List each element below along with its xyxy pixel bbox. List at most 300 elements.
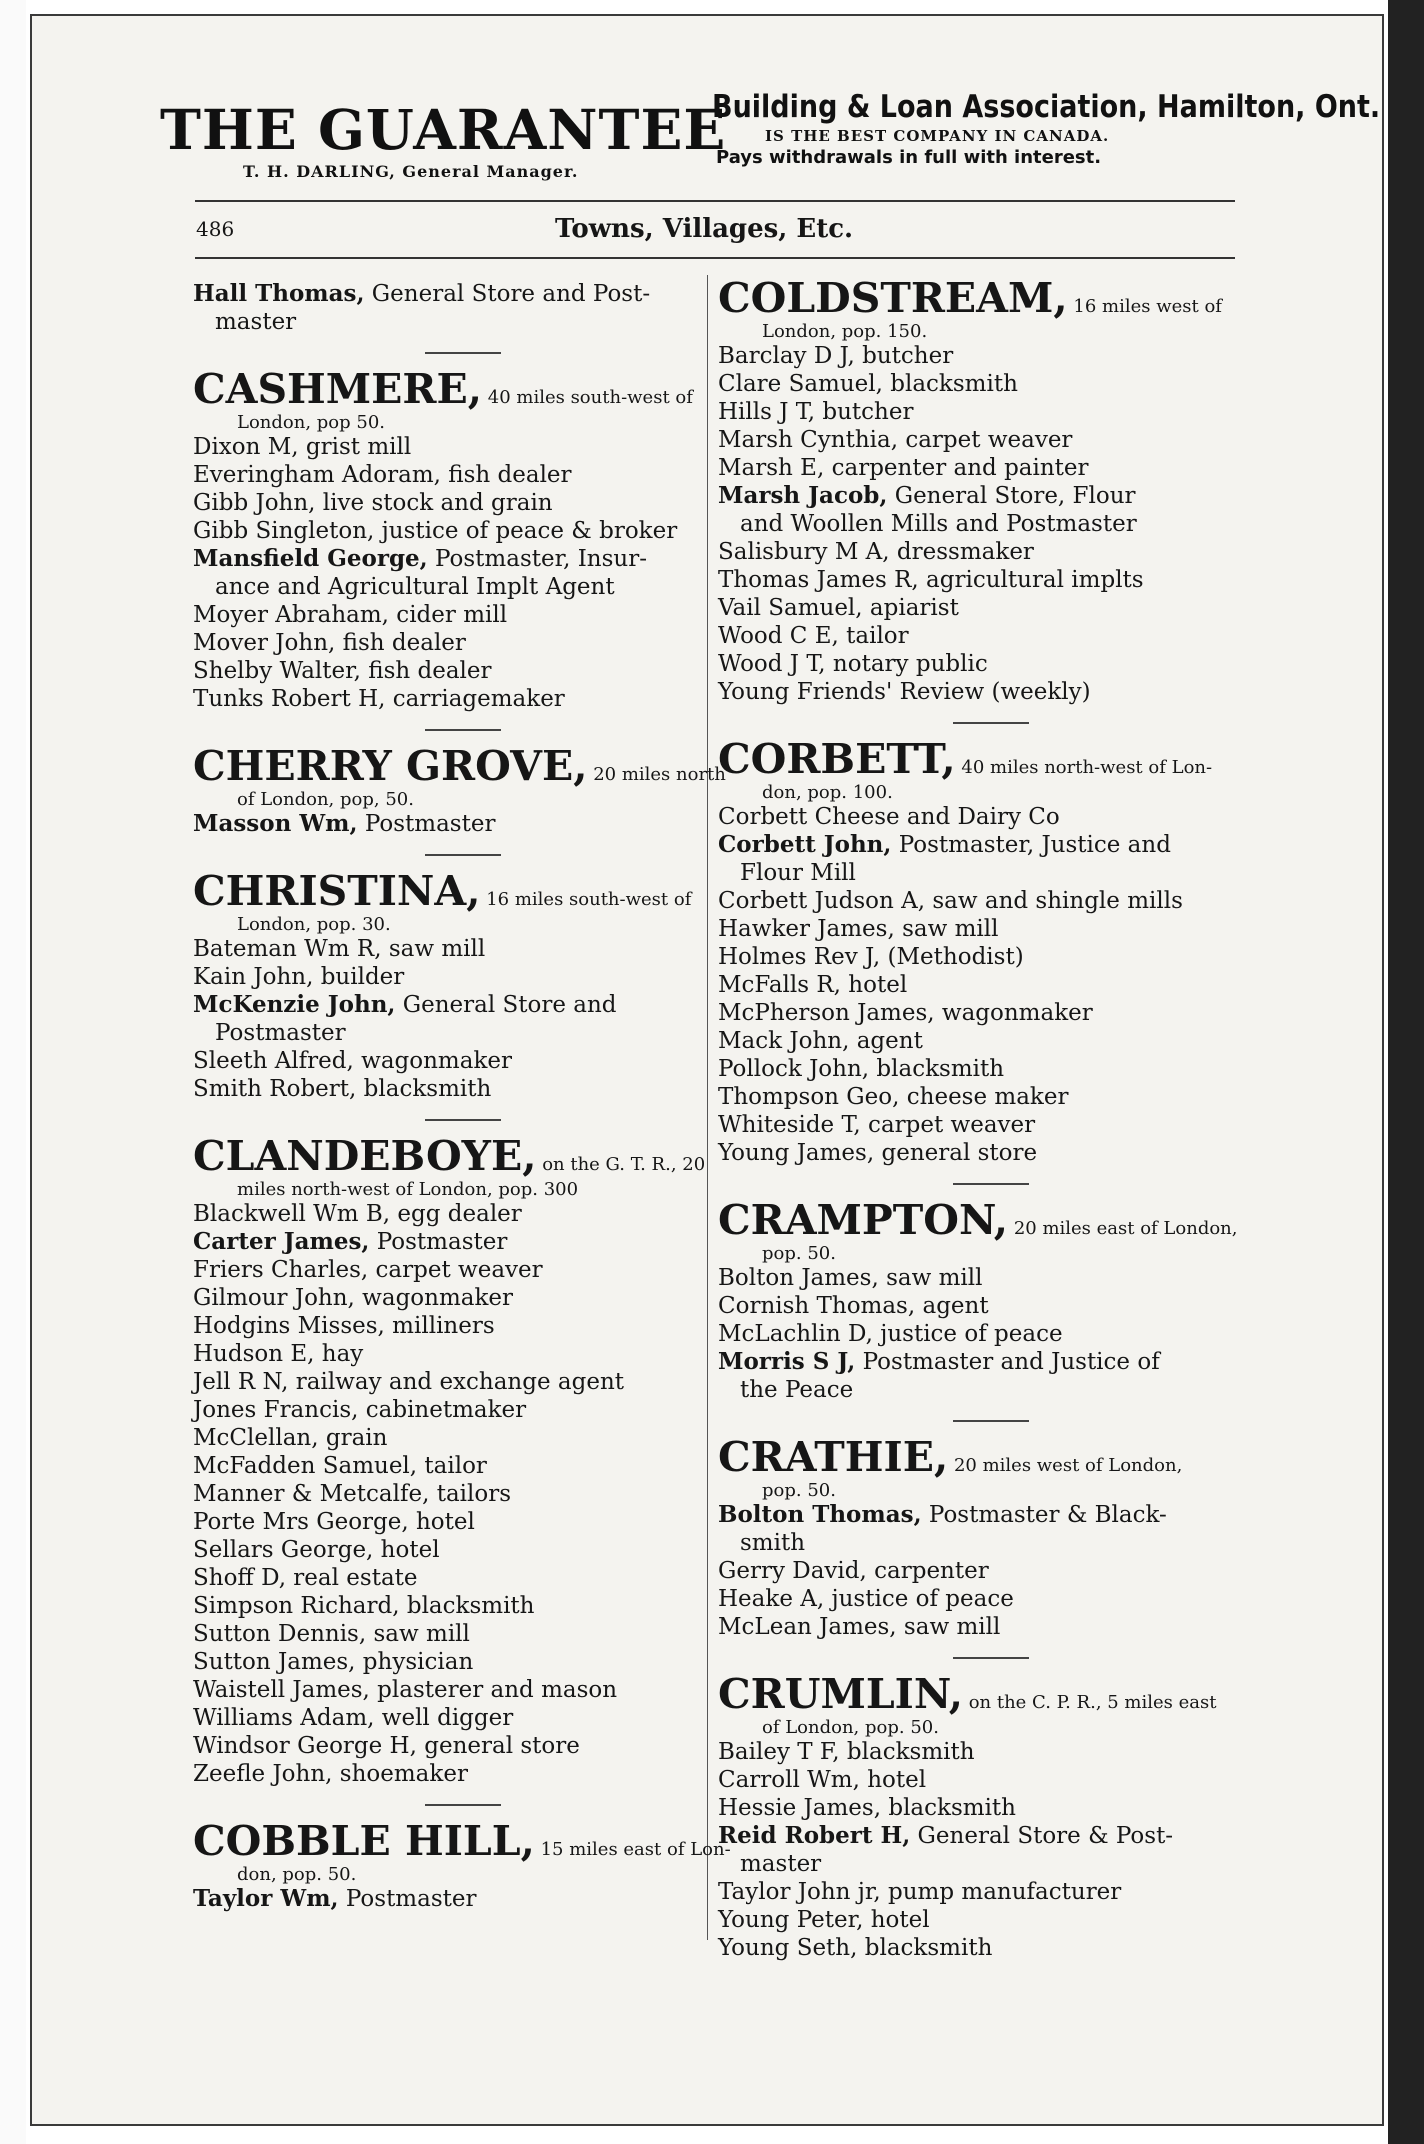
directory-entry bbox=[718, 943, 1240, 971]
ad-company-name: THE GUARANTEE bbox=[160, 97, 727, 162]
entry-name: McLachlin D, bbox=[718, 1321, 873, 1347]
entry-name: Reid Robert H, bbox=[718, 1822, 911, 1849]
entry-name: Hall Thomas, bbox=[193, 280, 365, 307]
entry-detail: milliners bbox=[384, 1313, 495, 1339]
section-separator bbox=[425, 1119, 501, 1121]
directory-entry bbox=[193, 461, 703, 489]
town-heading bbox=[193, 366, 703, 413]
entry-name: Mover John, bbox=[193, 630, 336, 656]
entry-name: Carroll Wm, bbox=[718, 1767, 860, 1793]
entry-name: McFalls R, bbox=[718, 972, 841, 998]
directory-entry bbox=[718, 971, 1240, 999]
directory-entry bbox=[193, 810, 703, 838]
directory-entry bbox=[193, 1592, 703, 1620]
directory-entry bbox=[718, 454, 1240, 482]
scan-margin-left bbox=[0, 0, 26, 2144]
directory-entry bbox=[193, 991, 703, 1019]
entry-name: Marsh Jacob, bbox=[718, 482, 888, 509]
entry-detail: egg dealer bbox=[390, 1201, 522, 1227]
directory-entry bbox=[193, 935, 703, 963]
entry-name: Thompson Geo, bbox=[718, 1084, 900, 1110]
directory-entry bbox=[193, 1620, 703, 1648]
town-name: CRATHIE, bbox=[718, 1433, 949, 1481]
entry-name: Pollock John, bbox=[718, 1056, 870, 1082]
directory-entry bbox=[193, 1340, 703, 1368]
town-heading bbox=[718, 275, 1240, 322]
section-separator bbox=[953, 722, 1029, 724]
entry-name: Taylor John jr, bbox=[718, 1879, 881, 1905]
entry-detail: justice of peace & broker bbox=[374, 518, 678, 544]
entry-name: Morris S J, bbox=[718, 1348, 856, 1375]
entry-name: Wood J T, bbox=[718, 651, 826, 677]
entry-name: Gerry David, bbox=[718, 1558, 867, 1584]
entry-detail: carpet weaver bbox=[860, 1112, 1036, 1138]
entry-name: Marsh E, bbox=[718, 455, 825, 481]
entry-detail: grist mill bbox=[298, 434, 412, 460]
entry-detail: saw mill bbox=[381, 936, 486, 962]
entry-name: Hodgins Misses, bbox=[193, 1313, 385, 1339]
town-name: COBBLE HILL, bbox=[193, 1817, 535, 1865]
entry-detail: cheese maker bbox=[899, 1084, 1069, 1110]
town-description: 20 miles east of London, bbox=[1008, 1218, 1238, 1239]
entry-name: Mack John, bbox=[718, 1028, 850, 1054]
entry-name: Young Peter, bbox=[718, 1907, 864, 1933]
right-column bbox=[718, 275, 1240, 1962]
directory-entry bbox=[718, 622, 1240, 650]
entry-name: Sellars George, bbox=[193, 1537, 374, 1563]
entry-detail: carpet weaver bbox=[898, 427, 1073, 453]
ad-tagline: IS THE BEST COMPANY IN CANADA. bbox=[765, 127, 1110, 145]
directory-entry bbox=[718, 426, 1240, 454]
title-rule bbox=[195, 257, 1235, 259]
entry-detail: blacksmith bbox=[857, 1935, 993, 1961]
entry-name: Young Friends' Review bbox=[718, 679, 985, 705]
directory-entry bbox=[718, 1613, 1240, 1641]
entry-name: Marsh Cynthia, bbox=[718, 427, 899, 453]
directory-entry bbox=[718, 1027, 1240, 1055]
entry-detail: cider mill bbox=[389, 602, 508, 628]
directory-entry bbox=[718, 398, 1240, 426]
entry-detail: notary public bbox=[825, 651, 988, 677]
entry-continuation: master bbox=[740, 1851, 822, 1877]
entry-continuation: Postmaster bbox=[215, 1020, 346, 1046]
section-separator bbox=[953, 1420, 1029, 1422]
entry-detail: carriagemaker bbox=[385, 686, 565, 712]
entry-name: Masson Wm, bbox=[193, 810, 358, 837]
directory-entry bbox=[718, 342, 1240, 370]
entry-detail: wagonmaker bbox=[934, 1000, 1093, 1026]
directory-entry bbox=[193, 1676, 703, 1704]
town-description: 40 miles north-west of Lon- bbox=[955, 757, 1213, 778]
directory-entry bbox=[718, 678, 1240, 706]
town-description-cont: miles north-west of London, pop. 300 bbox=[237, 1179, 579, 1200]
directory-entry bbox=[193, 1424, 703, 1452]
entry-name: Porte Mrs George, bbox=[193, 1509, 409, 1535]
entry-name: Jones Francis, bbox=[193, 1397, 359, 1423]
directory-entry bbox=[193, 1368, 703, 1396]
entry-detail: blacksmith bbox=[881, 1795, 1016, 1821]
entry-name: Manner & Metcalfe, bbox=[193, 1481, 430, 1507]
entry-name: Friers Charles, bbox=[193, 1257, 369, 1283]
directory-entry bbox=[193, 1732, 703, 1760]
entry-continuation: smith bbox=[740, 1530, 806, 1556]
town-description-cont: of London, pop, 50. bbox=[237, 789, 414, 810]
entry-detail: saw mill bbox=[896, 1614, 1001, 1640]
ad-manager: T. H. DARLING, General Manager. bbox=[243, 162, 579, 181]
directory-entry bbox=[193, 1885, 703, 1913]
section-separator bbox=[425, 1804, 501, 1806]
entry-detail: saw mill bbox=[894, 916, 999, 942]
town-description-cont: of London, pop. 50. bbox=[762, 1717, 939, 1738]
entry-detail: plasterer and mason bbox=[369, 1677, 618, 1703]
entry-name: Shelby Walter, bbox=[193, 658, 361, 684]
entry-name: Kain John, bbox=[193, 964, 314, 990]
directory-entry bbox=[193, 1508, 703, 1536]
town-description-cont: London, pop. 30. bbox=[237, 914, 391, 935]
entry-detail: blacksmith bbox=[356, 1076, 492, 1102]
entry-name: Taylor Wm, bbox=[193, 1885, 339, 1912]
entry-name: Hudson E, bbox=[193, 1341, 315, 1367]
entry-detail: dressmaker bbox=[889, 539, 1034, 565]
town-name: CHRISTINA, bbox=[193, 867, 481, 915]
directory-entry bbox=[718, 1111, 1240, 1139]
section-separator bbox=[953, 1657, 1029, 1659]
entry-detail: hotel bbox=[373, 1537, 440, 1563]
entry-detail: butcher bbox=[854, 343, 954, 369]
entry-name: McLean James, bbox=[718, 1614, 897, 1640]
entry-name: Bolton Thomas, bbox=[718, 1501, 922, 1528]
town-description-cont: London, pop. 150. bbox=[762, 321, 928, 342]
directory-entry bbox=[193, 601, 703, 629]
entry-detail: Postmaster bbox=[338, 1886, 477, 1912]
town-heading bbox=[193, 1132, 706, 1180]
entry-name: Mansfield George, bbox=[193, 545, 428, 572]
town-description: 16 miles south-west of bbox=[480, 889, 692, 910]
section-separator bbox=[425, 729, 501, 731]
directory-entry bbox=[718, 1794, 1240, 1822]
entry-name: Jell R N, bbox=[193, 1369, 289, 1395]
town-heading bbox=[193, 742, 726, 790]
directory-entry bbox=[718, 1320, 1240, 1348]
entry-detail: Postmaster, Insur- bbox=[427, 546, 647, 572]
left-column bbox=[193, 280, 731, 1913]
town-description: 16 miles west of bbox=[1067, 296, 1222, 317]
entry-detail: well digger bbox=[374, 1705, 514, 1731]
entry-name: Salisbury M A, bbox=[718, 539, 890, 565]
town-name: CORBETT, bbox=[718, 735, 956, 783]
entry-name: Dixon M, bbox=[193, 434, 299, 460]
directory-entry bbox=[193, 1075, 703, 1103]
town-heading bbox=[193, 868, 703, 915]
town-description-cont: pop. 50. bbox=[762, 1480, 836, 1501]
entry-detail: justice of peace bbox=[872, 1321, 1063, 1347]
entry-detail: tailor bbox=[838, 623, 909, 649]
entry-name: Sutton James, bbox=[193, 1649, 356, 1675]
entry-name: Corbett Cheese and Dairy Co bbox=[718, 804, 1060, 830]
column-divider bbox=[707, 275, 708, 1940]
entry-detail: hotel bbox=[408, 1509, 475, 1535]
town-heading bbox=[718, 1671, 1240, 1718]
entry-name: Young Seth, bbox=[718, 1935, 858, 1961]
entry-detail: agent bbox=[915, 1293, 989, 1319]
directory-entry bbox=[718, 1934, 1240, 1962]
directory-entry bbox=[193, 280, 703, 308]
entry-name: Whiteside T, bbox=[718, 1112, 861, 1138]
entry-name: McFadden Samuel, bbox=[193, 1453, 418, 1479]
directory-entry bbox=[718, 482, 1240, 510]
directory-entry bbox=[718, 1766, 1240, 1794]
directory-entry bbox=[193, 1648, 703, 1676]
directory-entry bbox=[718, 1501, 1240, 1529]
town-description-cont: London, pop 50. bbox=[237, 412, 386, 433]
town-name: COLDSTREAM, bbox=[718, 274, 1068, 322]
entry-name: Zeefle John, bbox=[193, 1761, 333, 1787]
entry-detail: live stock and grain bbox=[315, 490, 553, 516]
entry-name: Moyer Abraham, bbox=[193, 602, 389, 628]
entry-detail: General Store and bbox=[395, 992, 617, 1018]
entry-detail: blacksmith bbox=[399, 1593, 535, 1619]
ad-withdrawals: Pays withdrawals in full with interest. bbox=[716, 147, 1102, 168]
town-description: 20 miles west of London, bbox=[948, 1455, 1183, 1476]
directory-entry bbox=[718, 831, 1240, 859]
entry-name: McKenzie John, bbox=[193, 991, 396, 1018]
directory-entry bbox=[193, 629, 703, 657]
directory-entry bbox=[718, 915, 1240, 943]
directory-entry bbox=[718, 1738, 1240, 1766]
entry-detail: hotel bbox=[841, 972, 908, 998]
directory-entry bbox=[718, 1822, 1240, 1850]
directory-entry bbox=[193, 517, 703, 545]
entry-detail: carpenter bbox=[866, 1558, 989, 1584]
town-description-cont: don, pop. 100. bbox=[762, 782, 893, 803]
entry-detail: Postmaster bbox=[369, 1229, 508, 1255]
entry-detail: tailors bbox=[429, 1481, 512, 1507]
entry-name: Vail Samuel, bbox=[718, 595, 863, 621]
directory-entry bbox=[193, 1564, 703, 1592]
entry-name: Barclay D J, bbox=[718, 343, 855, 369]
entry-detail: grain bbox=[318, 1425, 388, 1451]
directory-entry bbox=[718, 1906, 1240, 1934]
directory-entry bbox=[718, 1878, 1240, 1906]
directory-entry bbox=[718, 566, 1240, 594]
directory-entry bbox=[718, 1083, 1240, 1111]
directory-entry bbox=[718, 803, 1240, 831]
entry-continuation: ance and Agricultural Implt Agent bbox=[215, 574, 615, 600]
entry-name: Young James, bbox=[718, 1140, 875, 1166]
directory-entry bbox=[718, 594, 1240, 622]
entry-continuation: master bbox=[215, 309, 297, 335]
entry-detail: carpenter and painter bbox=[824, 455, 1089, 481]
entry-name: Windsor George H, bbox=[193, 1733, 417, 1759]
entry-detail: hotel bbox=[859, 1767, 927, 1793]
directory-entry bbox=[193, 433, 703, 461]
directory-entry bbox=[193, 1480, 703, 1508]
directory-entry bbox=[718, 1292, 1240, 1320]
entry-name: Everingham Adoram, bbox=[193, 462, 441, 488]
entry-name: Bailey T F, bbox=[718, 1739, 840, 1765]
directory-entry bbox=[193, 685, 703, 713]
ad-association: Building & Loan Association, Hamilton, Ont. bbox=[712, 89, 1381, 125]
directory-entry bbox=[718, 538, 1240, 566]
town-heading bbox=[193, 1817, 731, 1865]
town-description: on the C. P. R., 5 miles east bbox=[962, 1692, 1217, 1713]
town-description: 20 miles north bbox=[587, 764, 726, 785]
entry-detail: fish dealer bbox=[335, 630, 466, 656]
entry-name: Sutton Dennis, bbox=[193, 1621, 367, 1647]
town-name: CRUMLIN, bbox=[718, 1670, 963, 1718]
entry-name: Wood C E, bbox=[718, 623, 839, 649]
entry-name: Blackwell Wm B, bbox=[193, 1201, 391, 1227]
entry-detail: saw mill bbox=[366, 1621, 470, 1647]
directory-entry bbox=[718, 887, 1240, 915]
entry-detail: Postmaster & Black- bbox=[921, 1502, 1167, 1528]
entry-detail: Postmaster and Justice of bbox=[855, 1349, 1160, 1375]
directory-entry bbox=[193, 1047, 703, 1075]
entry-detail: fish dealer bbox=[440, 462, 572, 488]
directory-entry bbox=[193, 1312, 703, 1340]
directory-entry bbox=[718, 1585, 1240, 1613]
scan-margin-right bbox=[1388, 0, 1424, 2144]
entry-name: Heake A, bbox=[718, 1586, 825, 1612]
entry-detail: saw mill bbox=[878, 1265, 983, 1291]
directory-entry bbox=[193, 1536, 703, 1564]
town-heading bbox=[718, 1197, 1240, 1244]
town-description-cont: don, pop. 50. bbox=[237, 1864, 357, 1885]
entry-name: Thomas James R, bbox=[718, 567, 919, 593]
directory-entry bbox=[193, 489, 703, 517]
directory-entry bbox=[718, 650, 1240, 678]
entry-name: Bateman Wm R, bbox=[193, 936, 382, 962]
entry-detail: hay bbox=[314, 1341, 364, 1367]
directory-entry bbox=[718, 999, 1240, 1027]
entry-name: Simpson Richard, bbox=[193, 1593, 400, 1619]
entry-name: Corbett Judson A, bbox=[718, 888, 926, 914]
directory-entry bbox=[718, 1264, 1240, 1292]
town-description-cont: pop. 50. bbox=[762, 1243, 836, 1264]
entry-detail: General Store and Post- bbox=[364, 281, 651, 307]
advertisement-banner bbox=[160, 76, 1381, 186]
entry-name: Clare Samuel, bbox=[718, 371, 883, 397]
entry-name: Hessie James, bbox=[718, 1795, 882, 1821]
town-name: CHERRY GROVE, bbox=[193, 742, 588, 790]
entry-detail: cabinetmaker bbox=[358, 1397, 527, 1423]
page-title: Towns, Villages, Etc. bbox=[555, 214, 854, 244]
entry-name: Cornish Thomas, bbox=[718, 1293, 916, 1319]
directory-entry bbox=[718, 370, 1240, 398]
entry-detail: physician bbox=[355, 1649, 474, 1675]
directory-entry bbox=[193, 1200, 703, 1228]
directory-entry bbox=[193, 1452, 703, 1480]
page-number: 486 bbox=[196, 217, 235, 241]
entry-name: Williams Adam, bbox=[193, 1705, 375, 1731]
entry-name: Gilmour John, bbox=[193, 1285, 355, 1311]
entry-detail: general store bbox=[874, 1140, 1038, 1166]
entry-detail: butcher bbox=[815, 399, 914, 425]
directory-entry bbox=[193, 1256, 703, 1284]
entry-detail: saw and shingle mills bbox=[925, 888, 1183, 914]
entry-name: Waistell James, bbox=[193, 1677, 370, 1703]
entry-detail: Postmaster bbox=[357, 811, 496, 837]
section-separator bbox=[425, 854, 501, 856]
entry-continuation: the Peace bbox=[740, 1377, 854, 1403]
entry-detail: blacksmith bbox=[839, 1739, 975, 1765]
town-description: 40 miles south-west of bbox=[482, 387, 693, 408]
directory-entry bbox=[193, 1284, 703, 1312]
entry-detail: real estate bbox=[286, 1565, 418, 1591]
entry-detail: tailor bbox=[417, 1453, 487, 1479]
entry-name: Carter James, bbox=[193, 1228, 370, 1255]
entry-name: Gibb Singleton, bbox=[193, 518, 375, 544]
directory-entry bbox=[718, 1139, 1240, 1167]
entry-detail: hotel bbox=[863, 1907, 930, 1933]
directory-entry bbox=[718, 1348, 1240, 1376]
header-rule bbox=[195, 200, 1235, 202]
town-name: CLANDEBOYE, bbox=[193, 1132, 537, 1180]
town-description: 15 miles east of Lon- bbox=[534, 1839, 731, 1860]
entry-detail: justice of peace bbox=[824, 1586, 1014, 1612]
entry-name: McClellan, bbox=[193, 1425, 319, 1451]
entry-name: Shoff D, bbox=[193, 1565, 286, 1591]
entry-detail: railway and exchange agent bbox=[288, 1369, 624, 1395]
town-heading bbox=[718, 736, 1240, 783]
town-name: CRAMPTON, bbox=[718, 1196, 1009, 1244]
entry-name: Gibb John, bbox=[193, 490, 316, 516]
entry-detail: General Store & Post- bbox=[910, 1823, 1174, 1849]
entry-detail: apiarist bbox=[862, 595, 959, 621]
town-name: CASHMERE, bbox=[193, 365, 483, 413]
entry-continuation: and Woollen Mills and Postmaster bbox=[740, 511, 1137, 537]
section-separator bbox=[425, 352, 501, 354]
entry-name: Bolton James, bbox=[718, 1265, 879, 1291]
entry-name: Sleeth Alfred, bbox=[193, 1048, 354, 1074]
entry-detail: blacksmith bbox=[882, 371, 1018, 397]
entry-detail: pump manufacturer bbox=[880, 1879, 1122, 1905]
entry-detail: wagonmaker bbox=[354, 1285, 514, 1311]
directory-entry bbox=[193, 657, 703, 685]
directory-entry bbox=[193, 1396, 703, 1424]
entry-detail: general store bbox=[416, 1733, 580, 1759]
entry-detail: fish dealer bbox=[360, 658, 492, 684]
entry-detail: carpet weaver bbox=[368, 1257, 543, 1283]
entry-detail: General Store, Flour bbox=[887, 483, 1136, 509]
entry-detail: wagonmaker bbox=[353, 1048, 512, 1074]
entry-detail: blacksmith bbox=[869, 1056, 1005, 1082]
entry-name: Hills J T, bbox=[718, 399, 816, 425]
entry-name: McPherson James, bbox=[718, 1000, 935, 1026]
directory-entry bbox=[193, 545, 703, 573]
entry-detail: shoemaker bbox=[332, 1761, 468, 1787]
entry-detail: agricultural implts bbox=[918, 567, 1144, 593]
town-heading bbox=[718, 1434, 1240, 1481]
entry-name: Corbett John, bbox=[718, 831, 892, 858]
entry-continuation: Flour Mill bbox=[740, 860, 856, 886]
entry-name: Hawker James, bbox=[718, 916, 895, 942]
entry-detail: Postmaster, Justice and bbox=[891, 832, 1171, 858]
entry-name: Smith Robert, bbox=[193, 1076, 357, 1102]
entry-detail: (weekly) bbox=[984, 679, 1091, 705]
entry-detail: builder bbox=[313, 964, 405, 990]
section-separator bbox=[953, 1183, 1029, 1185]
directory-entry bbox=[193, 1228, 703, 1256]
directory-entry bbox=[718, 1055, 1240, 1083]
directory-entry bbox=[718, 1557, 1240, 1585]
entry-detail: agent bbox=[849, 1028, 923, 1054]
entry-detail: (Methodist) bbox=[880, 944, 1024, 970]
entry-name: Tunks Robert H, bbox=[193, 686, 386, 712]
directory-entry bbox=[193, 1760, 703, 1788]
town-description: on the G. T. R., 20 bbox=[536, 1154, 706, 1175]
directory-entry bbox=[193, 1704, 703, 1732]
